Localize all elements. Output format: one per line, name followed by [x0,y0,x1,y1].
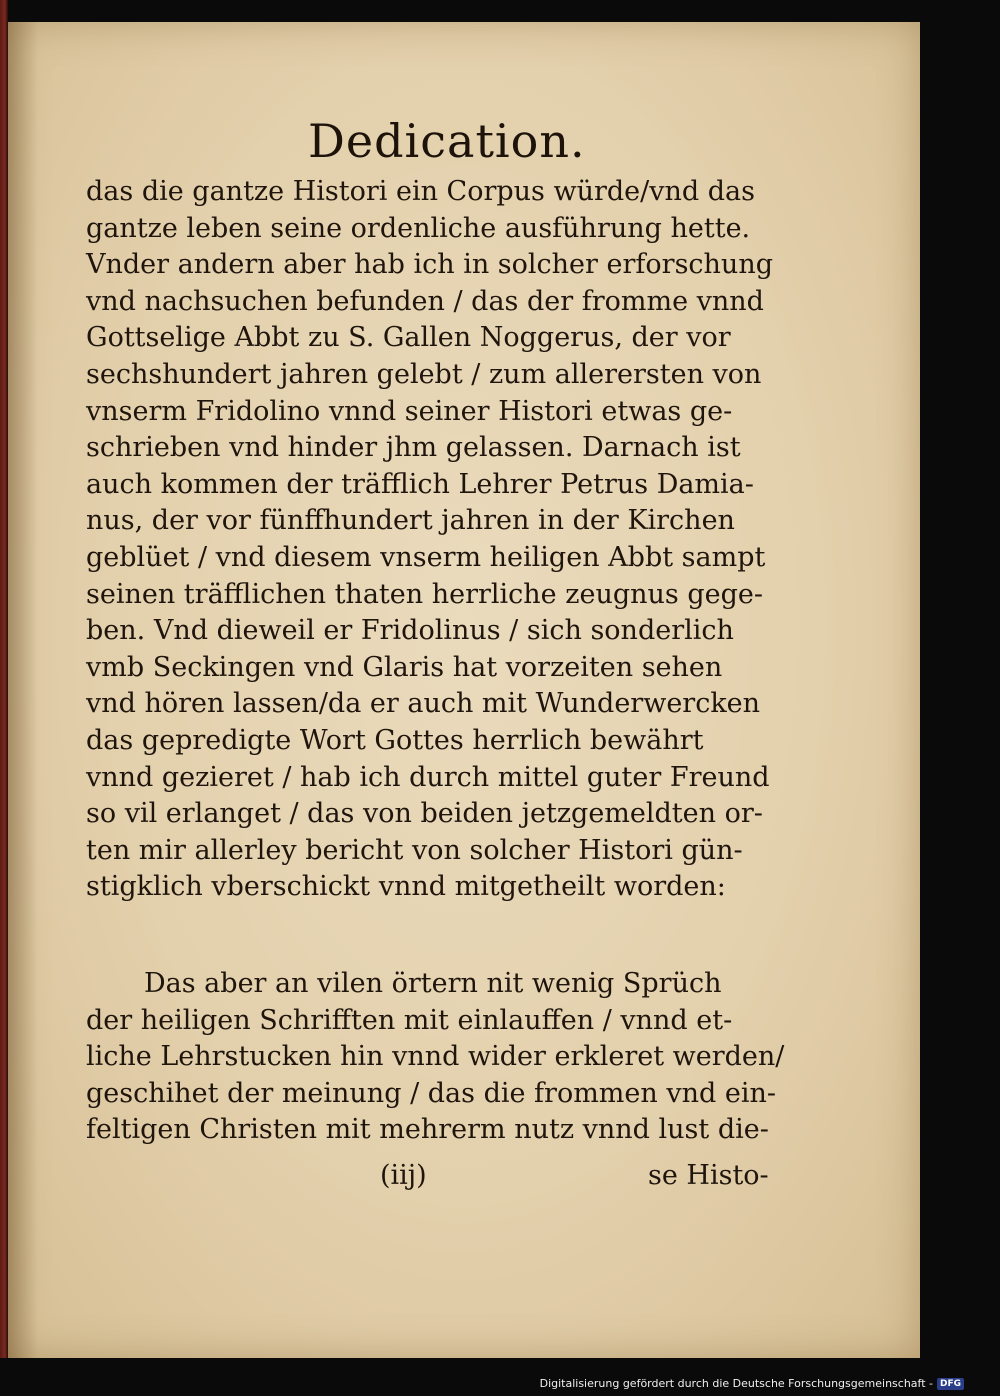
text-line: das gepredigte Wort Gottes herrlich bewährt [86,724,704,756]
text-line: ten mir allerley bericht von solcher Histori gün- [86,834,743,866]
paragraph-2 [86,966,786,1149]
catchword: se Histo- [648,1160,769,1191]
text-line: stigklich vberschickt vnnd mitgetheilt worden: [86,871,726,903]
text-line: auch kommen der träfflich Lehrer Petrus Damia- [86,468,754,500]
text-line: ben. Vnd dieweil er Fridolinus / sich sonderlich [86,615,734,647]
text-line: das die gantze Histori ein Corpus würde/vnd das [86,176,756,207]
text-line: feltigen Christen mit mehrerm nutz vnnd lust die- [86,1114,769,1146]
text-line: der heiligen Schrifften mit einlauffen / vnnd et- [86,1004,733,1036]
text-line: geblüet / vnd diesem vnserm heiligen Abbt sampt [86,541,766,573]
text-line: vnd hören lassen/da er auch mit Wunderwercken [86,688,761,720]
text-line: vnnd gezieret / hab ich durch mittel guter Freund [86,761,770,793]
signature-mark: (iij) [380,1160,427,1191]
text-line: liche Lehrstucken hin vnnd wider erkleret werden/ [86,1041,785,1073]
book-spine-edge [0,0,8,1358]
text-line: schrieben vnd hinder jhm gelassen. Darnach ist [86,432,741,464]
text-line: Das aber an vilen örtern nit wenig Sprüch [144,968,722,999]
text-line: sechshundert jahren gelebt / zum allerersten von [86,358,762,390]
paragraph-1 [86,174,786,906]
text-line: geschihet der meinung / das die frommen vnd ein- [86,1077,776,1109]
text-line: vnd nachsuchen befunden / das der fromme vnnd [86,285,764,317]
digitization-credit [540,1377,964,1390]
text-line: vmb Seckingen vnd Glaris hat vorzeiten sehen [86,651,723,683]
book-page [8,22,920,1358]
text-line: gantze leben seine ordenliche ausführung hette. [86,212,751,244]
dfg-logo-icon: DFG [937,1378,964,1390]
credit-text: Digitalisierung gefördert durch die Deutsche Forschungsgemeinschaft - [539,1377,933,1390]
text-line: nus, der vor fünffhundert jahren in der Kirchen [86,505,735,537]
page-header: Dedication. [308,114,586,168]
text-line: Gottselige Abbt zu S. Gallen Noggerus, der vor [86,322,731,354]
text-line: Vnder andern aber hab ich in solcher erforschung [86,249,773,281]
text-line: seinen träfflichen thaten herrliche zeugnus gege- [86,578,763,610]
text-line: vnserm Fridolino vnnd seiner Histori etwas ge- [86,395,733,427]
text-line: so vil erlanget / das von beiden jetzgemeldten or- [86,798,763,830]
